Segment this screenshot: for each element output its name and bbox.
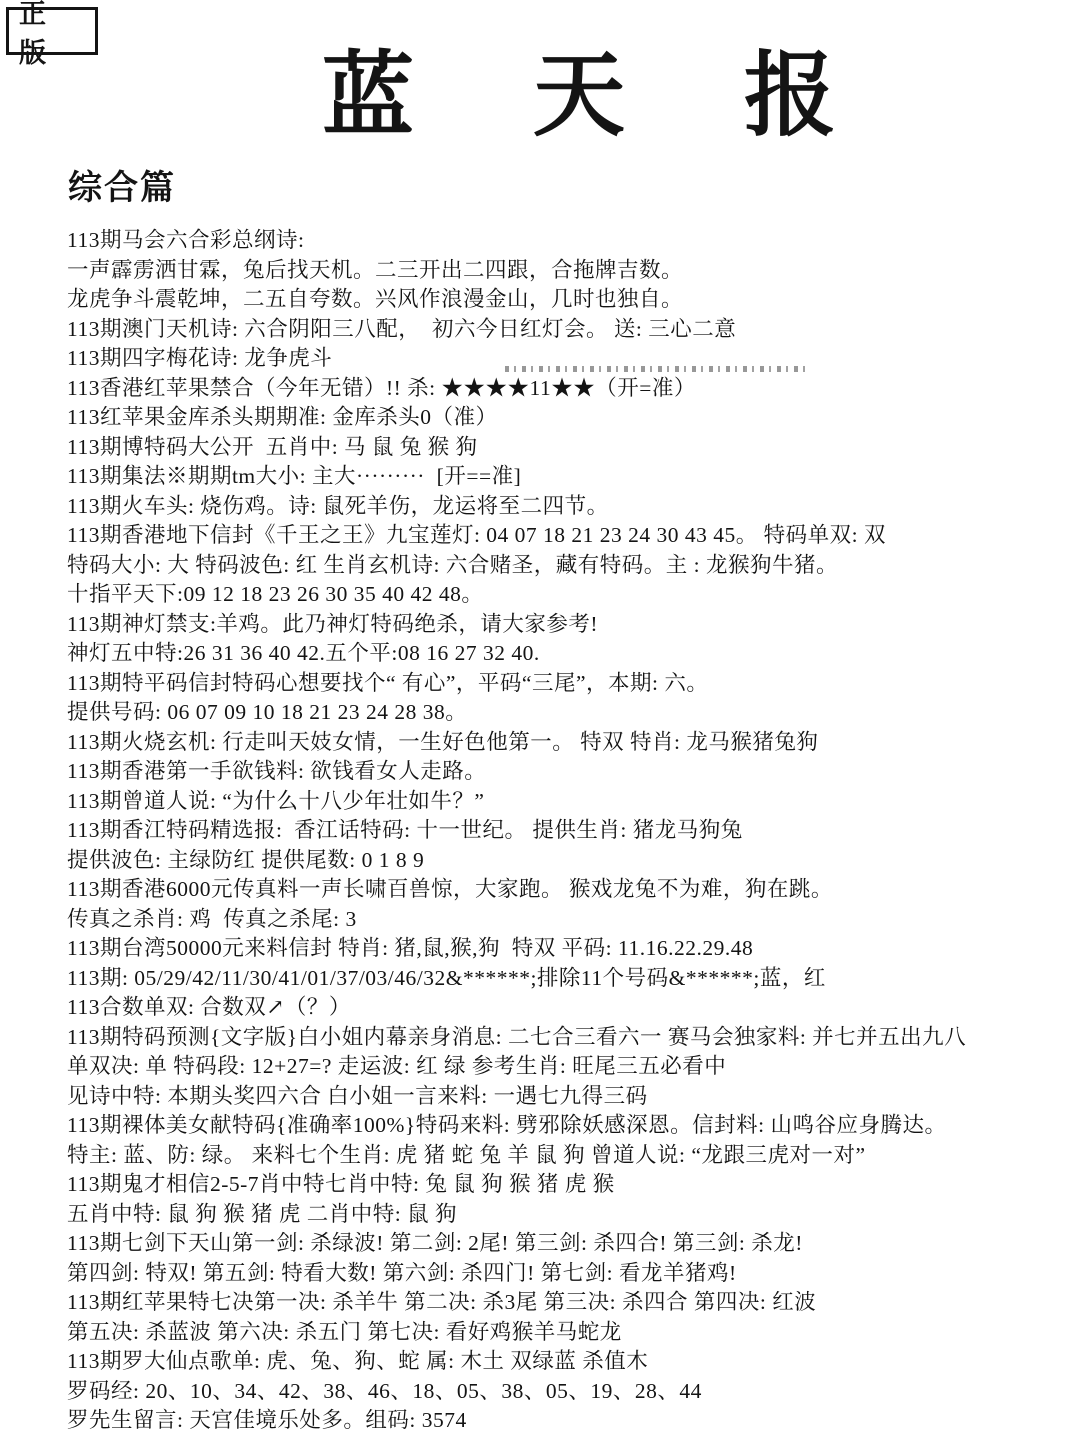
report-line-36: 第四剑: 特双! 第五剑: 特看大数! 第六剑: 杀四门! 第七剑: 看龙羊猪鸡! <box>67 1260 737 1285</box>
report-line-24: 传真之杀肖: 鸡 传真之杀尾: 3 <box>67 906 357 931</box>
report-line-3: 龙虎争斗震乾坤，二五自夸数。兴风作浪漫金山，几时也独自。 <box>67 287 684 311</box>
section-title: 综合篇 <box>68 170 176 207</box>
report-line-26: 113期: 05/29/42/11/30/41/01/37/03/46/32&******;排除11个号码&******;蓝，红 <box>67 965 826 990</box>
report-line-16: 113期特平码信封特码心想要找个“ 有心”，平码“三尾”，本期: 六。 <box>67 670 709 695</box>
report-line-37: 113期红苹果特七决第一决: 杀羊牛 第二决: 杀3尾 第三决: 杀四合 第四决: 红波 <box>67 1290 817 1314</box>
report-line-14: 113期神灯禁支:羊鸡。此乃神灯特码绝杀，请大家参考! <box>67 611 599 636</box>
report-line-21: 113期香江特码精选报: 香江话特码: 十一世纪。 提供生肖: 猪龙马狗兔 <box>67 818 743 842</box>
report-line-20: 113期曾道人说: “为什么十八少年壮如牛？” <box>67 788 485 813</box>
report-line-22: 提供波色: 主绿防红 提供尾数: 0 1 8 9 <box>67 847 425 872</box>
report-line-12: 特码大小: 大 特码波色: 红 生肖玄机诗: 六合赌圣，藏有特码。主 : 龙猴狗牛猪。 <box>67 552 839 577</box>
report-line-38: 第五决: 杀蓝波 第六决: 杀五门 第七决: 看好鸡猴羊马蛇龙 <box>67 1319 622 1344</box>
report-line-19: 113期香港第一手欲钱料: 欲钱看女人走路。 <box>67 759 487 783</box>
report-line-18: 113期火烧玄机: 行走叫天妓女情，一生好色他第一。 特双 特肖: 龙马猴猪兔狗 <box>67 729 819 754</box>
report-line-25: 113期台湾50000元来料信封 特肖: 猪,鼠,猴,狗 特双 平码: 11.16.22.29.48 <box>67 936 754 960</box>
report-line-30: 见诗中特: 本期头奖四六合 白小姐一言来料: 一遇七九得三码 <box>67 1083 648 1108</box>
report-line-35: 113期七剑下天山第一剑: 杀绿波! 第二剑: 2尾! 第三剑: 杀四合! 第三剑: 杀龙! <box>67 1231 803 1255</box>
report-line-9: 113期集法※期期tm大小: 主大········· [开==准] <box>67 464 522 488</box>
report-line-27: 113合数单双: 合数双↗（？） <box>67 995 351 1019</box>
report-line-31: 113期裸体美女献特码{准确率100%}特码来料: 劈邪除妖感深恩。信封料: 山鸣谷应身腾达。 <box>67 1113 947 1137</box>
report-line-4: 113期澳门天机诗: 六合阴阳三八配， 初六今日红灯会。 送: 三心二意 <box>67 316 737 341</box>
report-line-17: 提供号码: 06 07 09 10 18 21 23 24 28 38。 <box>67 700 468 724</box>
report-line-32: 特主: 蓝、防: 绿。 来料七个生肖: 虎 猪 蛇 兔 羊 鼠 狗 曾道人说: “龙跟三虎对一对” <box>67 1142 866 1167</box>
newspaper-title: 蓝 天 报 <box>322 45 885 147</box>
report-line-23: 113期香港6000元传真料一声长啸百兽惊，大家跑。 猴戏龙兔不为难，狗在跳。 <box>67 877 833 901</box>
report-line-34: 五肖中特: 鼠 狗 猴 猪 虎 二肖中特: 鼠 狗 <box>67 1201 457 1226</box>
report-line-6: 113香港红苹果禁合（今年无错）!! 杀: ★★★★11★★（开=准） <box>67 375 696 400</box>
report-line-13: 十指平天下:09 12 18 23 26 30 35 40 42 48。 <box>67 582 484 606</box>
report-line-33: 113期鬼才相信2-5-7肖中特七肖中特: 兔 鼠 狗 猴 猪 虎 猴 <box>67 1172 615 1196</box>
report-body <box>67 226 1072 1436</box>
authenticity-badge: 正 版 <box>6 7 98 55</box>
report-line-39: 113期罗大仙点歌单: 虎、兔、狗、蛇 属: 木土 双绿蓝 杀值木 <box>67 1349 649 1373</box>
report-line-41: 罗先生留言: 天宫佳境乐处多。组码: 3574 <box>67 1408 467 1432</box>
report-line-10: 113期火车头: 烧伤鸡。诗: 鼠死羊伤，龙运将至二四节。 <box>67 493 609 518</box>
report-line-11: 113期香港地下信封《千王之王》九宝莲灯: 04 07 18 21 23 24 30 43 45。 特码单双: 双 <box>67 523 887 547</box>
report-line-8: 113期博特码大公开 五肖中: 马 鼠 兔 猴 狗 <box>67 434 478 459</box>
report-line-15: 神灯五中特:26 31 36 40 42.五个平:08 16 27 32 40. <box>67 641 540 665</box>
report-line-5: 113期四字梅花诗: 龙争虎斗 <box>67 346 333 370</box>
report-line-2: 一声霹雳洒甘霖，兔后找天机。二三开出二四跟，合拖牌吉数。 <box>67 257 684 282</box>
report-line-1: 113期马会六合彩总纲诗: <box>67 228 305 252</box>
report-line-28: 113期特码预测{文字版}白小姐内幕亲身消息: 二七合三看六一 赛马会独家料: 并七并五出九八 <box>67 1024 967 1049</box>
report-line-40: 罗码经: 20、10、34、42、38、46、18、05、38、05、19、28、44 <box>67 1378 702 1403</box>
report-line-29: 单双决: 单 特码段: 12+27=? 走运波: 红 绿 参考生肖: 旺尾三五必看中 <box>67 1054 727 1078</box>
report-line-7: 113红苹果金库杀头期期准: 金库杀头0（准） <box>67 405 498 429</box>
